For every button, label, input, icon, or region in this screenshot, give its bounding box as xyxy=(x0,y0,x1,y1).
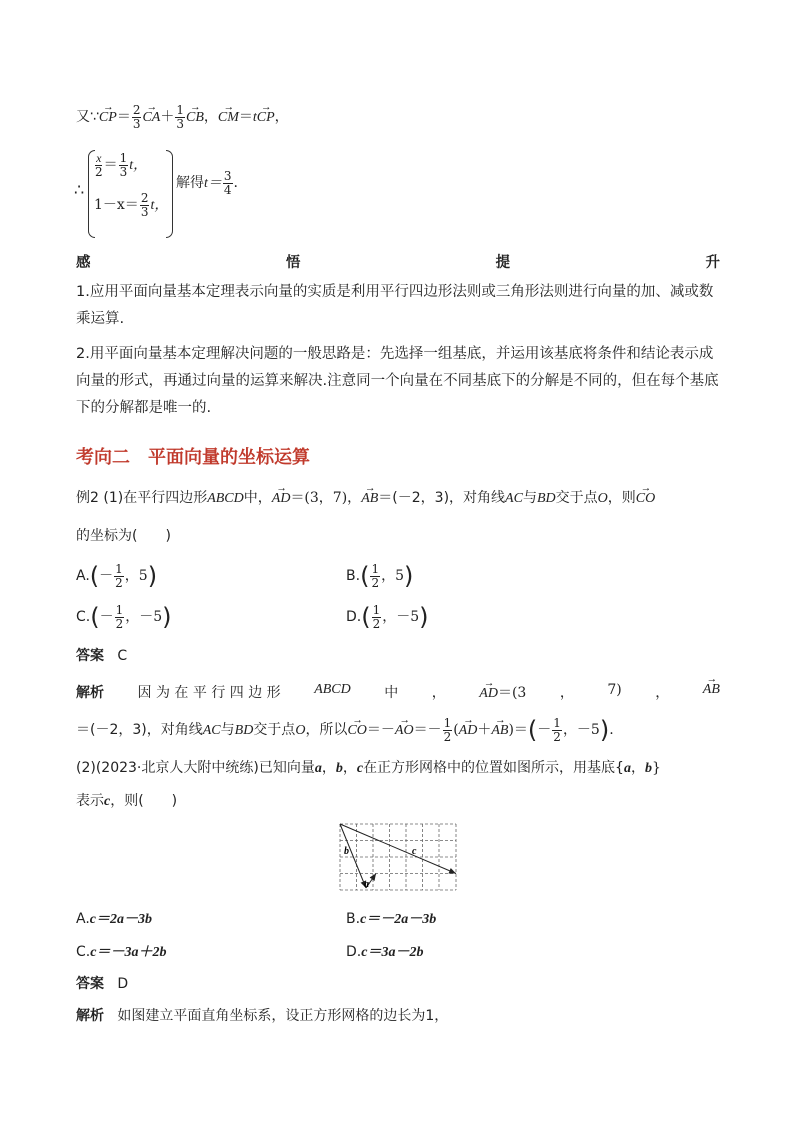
option-2a[interactable]: A.c＝2a－3b xyxy=(76,911,152,927)
vector-ab-2: → AB xyxy=(703,682,720,702)
example2b-question-line1: (2)(2023·北京人大附中统练)已知向量a，b，c在正方形网格中的位置如图所示，用基底{a，b} xyxy=(76,760,661,776)
equation-row-2: 1－x＝ $\frac{2}{3}$ t， xyxy=(94,191,169,219)
option-1a[interactable]: A.(－ $\frac{1}{2}$ ，5) xyxy=(76,561,158,590)
option-2b[interactable]: B.c＝－2a－3b xyxy=(346,911,437,927)
option-1c[interactable]: C.(－ $\frac{1}{2}$ ，－5) xyxy=(76,602,172,631)
vector-ao: → AO xyxy=(395,723,414,739)
vector-ad: → AD xyxy=(272,491,291,507)
vector-ca: → CA xyxy=(142,110,160,126)
vector-ab: → AB xyxy=(361,491,378,507)
figure-label-b: b xyxy=(344,846,349,857)
vector-grid-figure xyxy=(336,820,460,892)
vector-cb: → CB xyxy=(186,110,204,126)
equation-row-1: $\frac{x}{2}$ ＝ $\frac{1}{3}$ t， xyxy=(95,151,148,179)
option-1b[interactable]: B.( $\frac{1}{2}$ ，5) xyxy=(346,561,414,590)
vector-cp-2: → CP xyxy=(257,110,275,126)
figure-label-c: c xyxy=(412,846,417,857)
option-1d[interactable]: D.( $\frac{1}{2}$ ，－5) xyxy=(346,602,429,631)
example2-question-line2: 的坐标为( ) xyxy=(76,528,171,544)
example2b-question-line2: 表示c，则( ) xyxy=(76,793,178,809)
right-brace xyxy=(166,150,173,238)
insight-point-1: 1.应用平面向量基本定理表示向量的实质是利用平行四边形法则或三角形法则进行向量的加、减或数乘运算. xyxy=(76,284,714,327)
vector-co: → CO xyxy=(636,491,655,507)
answer-1: 答案 C xyxy=(76,648,128,664)
vector-cp: → CP xyxy=(99,110,117,126)
analysis-2: 解析 如图建立平面直角坐标系，设正方形网格的边长为1， xyxy=(76,1008,449,1024)
therefore-symbol: ∴ xyxy=(74,180,85,199)
figure-label-a: a xyxy=(364,879,369,890)
vector-co-2: → CO xyxy=(347,723,366,739)
vector-cm: → CM xyxy=(218,110,239,126)
vector-ad-2: → AD xyxy=(479,686,498,702)
solution-text: 解得t＝ $\frac{3}{4}$ . xyxy=(176,169,238,197)
option-2d[interactable]: D.c＝3a－2b xyxy=(346,944,424,960)
vector-relation-line: 又∵→ CP＝ $\frac{2}{3}$ → CA＋ $\frac{1}{3}$ → CB，→ CM＝t→ CP， xyxy=(76,104,289,130)
option-2c[interactable]: C.c＝－3a＋2b xyxy=(76,944,167,960)
fraction-two-thirds: $\frac{2}{3}$ xyxy=(132,103,141,131)
analysis-1-line1: 解析 因 为 在 平 行 四 边 形 ABCD 中 ， → AD＝(3 ， 7) ， → AB xyxy=(76,682,720,702)
answer-2: 答案 D xyxy=(76,976,129,992)
section-title: 考向二 平面向量的坐标运算 xyxy=(76,447,310,468)
grid-lines xyxy=(340,824,456,890)
fraction-one-third: $\frac{1}{3}$ xyxy=(176,103,184,131)
insight-heading: 感 悟 提 升 xyxy=(76,255,720,271)
example2-question-line1: 例2 (1)在平行四边形ABCD中，→ AD＝(3，7)，→ AB＝(－2，3)，对角线AC与BD交于点O，则→ CO xyxy=(76,487,655,507)
analysis-1-line2: ＝(－2，3)，对角线AC与BD交于点O，所以→ CO＝－→ AO＝－ $\frac{1}{2}$ (→ AD＋→ AB)＝(－ $\frac{1}{2}$ ，－5). xyxy=(76,716,614,744)
insight-point-2: 2.用平面向量基本定理解决问题的一般思路是：先选择一组基底，并运用该基底将条件和结论表示成向量的形式，再通过向量的运算来解决.注意同一个向量在不同基底下的分解是不同的，但在每个基底下的分解都是唯一的. xyxy=(76,346,719,416)
